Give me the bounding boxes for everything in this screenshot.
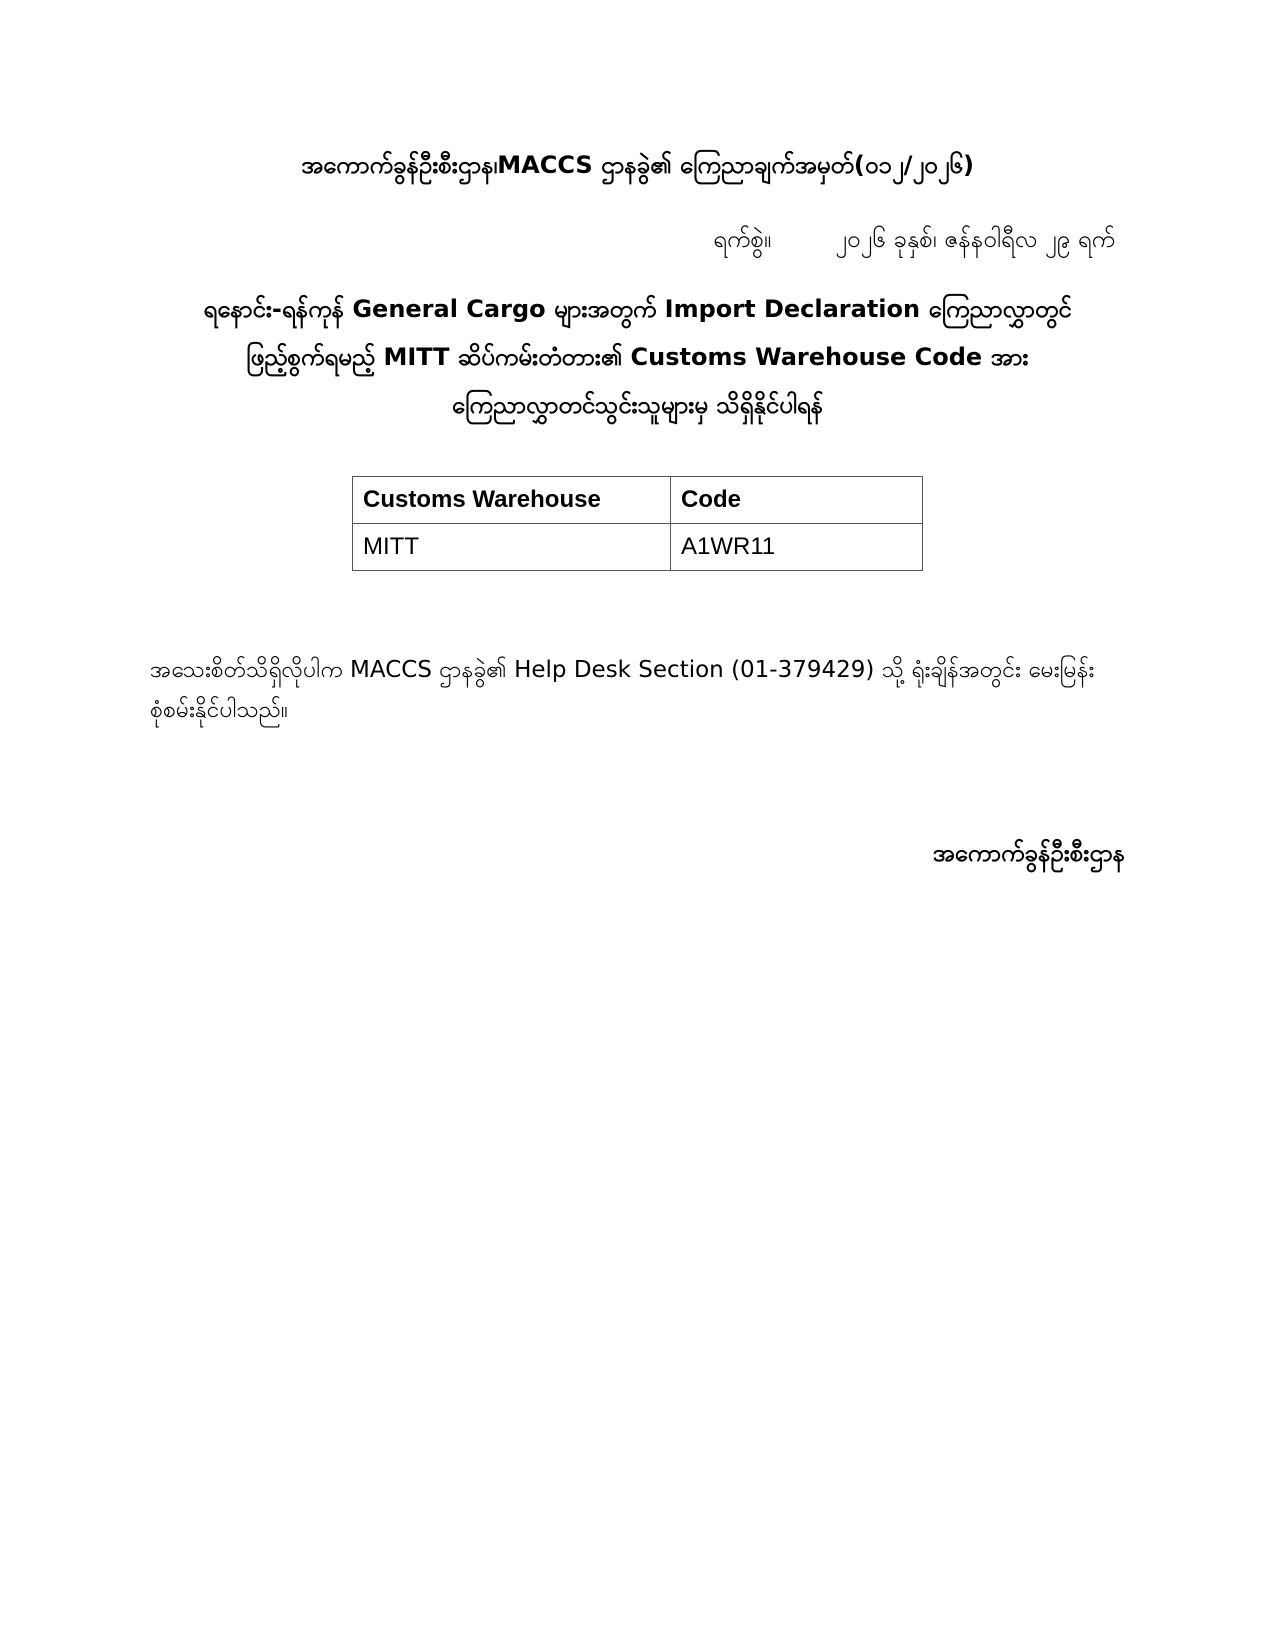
subject-block: [140, 285, 1135, 429]
signature: အကောက်ခွန်ဦးစီးဌာန: [932, 839, 1125, 867]
subject-line: ကြေညာလွှာတင်သွင်းသူများမှ သိရှိနိုင်ပါရန်: [451, 391, 824, 419]
table-row: [353, 524, 923, 571]
table-header-row: [353, 477, 923, 524]
warehouse-code-table: [352, 476, 923, 571]
announcement-heading: အကောက်ခွန်ဦးစီးဌာန၊MACCS ဌာနခွဲ၏ ကြေညာချက်အမှတ်(၀၁၂/၂၀၂၆): [301, 151, 974, 179]
date-text: ၂၀၂၆ ခုနှစ်၊ ဇန်နဝါရီလ ၂၉ ရက်: [835, 225, 1115, 253]
date-line: [713, 222, 1115, 256]
column-header-warehouse: Customs Warehouse: [353, 477, 671, 524]
subject-line: ဖြည့်စွက်ရမည့် MITT ဆိပ်ကမ်းတံတား၏ Customs Warehouse Code အား: [246, 343, 1029, 371]
contact-paragraph: အသေးစိတ်သိရှိလိုပါက MACCS ဌာနခွဲ၏ Help Desk Section (01-379429) သို့ ရုံးချိန်အတွင်း မေးမြန်းစုံစမ်းနိုင်ပါသည်။: [150, 657, 1095, 723]
warehouse-cell: MITT: [353, 524, 671, 571]
column-header-code: Code: [671, 477, 923, 524]
subject-line: ရနောင်း-ရန်ကုန် General Cargo များအတွက် Import Declaration ကြေညာလွှာတွင်: [203, 295, 1072, 323]
date-prefix: ရက်စွဲ။: [713, 225, 772, 253]
code-cell: A1WR11: [671, 524, 923, 571]
